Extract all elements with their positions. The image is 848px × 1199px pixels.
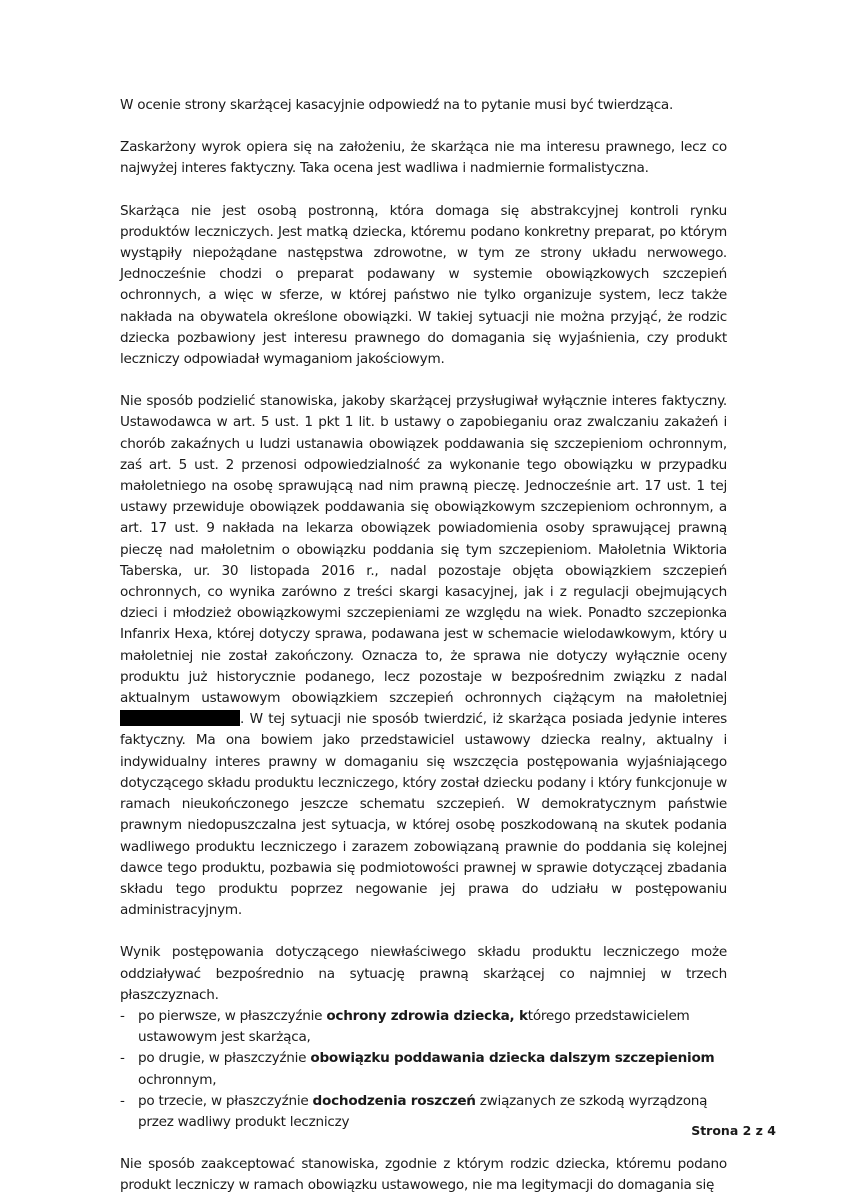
paragraph-6: Nie sposób zaakceptować stanowiska, zgodnie z którym rodzic dziecka, któremu podano produkt leczniczy w ramach obowiązku ustawowego, nie ma legitymacji do domagania się bbox=[120, 1156, 727, 1194]
paragraph-4-part-a: Nie sposób podzielić stanowiska, jakoby skarżącej przysługiwał wyłącznie interes faktyczny. Ustawodawca w art. 5 ust. 1 pkt 1 lit. b ustawy o zapobieganiu oraz zwalczaniu zakażeń i chorób zakaźnych u ludzi ustanawia obowiązek poddawania się szczepieniom ochronnym, zaś art. 5 ust. 2 przenosi odpowiedzialność za wykonanie tego obowiązku w przypadku małoletniego na osobę sprawującą nad nim prawną pieczę. Jednocześnie art. 17 ust. 1 tej ustawy przewiduje obowiązek poddawania się obowiązkowym szczepieniom ochronnym, a art. 17 ust. 9 nakłada na lekarza obowiązek powiadomienia osoby sprawującej prawną pieczę nad małoletnim o obowiązku poddania się tym szczepieniom. Małoletnia Wiktoria Taberska, ur. 30 listopada 2016 r., nadal pozostaje objęta obowiązkiem szczepień ochronnych, co wynika zarówno z treści skargi kasacyjnej, jak i z regulacji obejmujących dzieci i młodzież obowiązkowymi szczepieniami ze względu na wiek. Ponadto szczepionka Infanrix Hexa, której dotyczy sprawa, podawana jest w schemacie wielodawkowym, który u małoletniej nie został zakończony. Oznacza to, że sprawa nie dotyczy wyłącznie oceny produktu już historycznie podanego, lecz pozostaje w bezpośrednim związku z nadal aktualnym ustawowym obowiązkiem szczepień ochronnych ciążącym na małoletniej bbox=[120, 393, 727, 707]
redaction-bar bbox=[120, 710, 240, 726]
list-item: - po pierwsze, w płaszczyźnie ochrony zdrowia dziecka, którego przedstawicielem ustawowym jest skarżąca, bbox=[120, 1006, 727, 1048]
paragraph-2: Zaskarżony wyrok opiera się na założeniu, że skarżąca nie ma interesu prawnego, lecz co najwyżej interes faktyczny. Taka ocena jest wadliwa i nadmiernie formalistyczna. bbox=[120, 139, 727, 177]
paragraph-5: Wynik postępowania dotyczącego niewłaściwego składu produktu leczniczego może oddziaływać bezpośrednio na sytuację prawną skarżącej co najmniej w trzech płaszczyznach. bbox=[120, 944, 727, 1003]
document-body bbox=[120, 95, 727, 1197]
paragraph-3: Skarżąca nie jest osobą postronną, która domaga się abstrakcyjnej kontroli rynku produktów leczniczych. Jest matką dziecka, któremu podano konkretny preparat, po którym wystąpiły niepożądane następstwa zdrowotne, w tym ze strony układu nerwowego. Jednocześnie chodzi o preparat podawany w systemie obowiązkowych szczepień ochronnych, a więc w sferze, w której państwo nie tylko organizuje system, lecz także nakłada na obywatela określone obowiązki. W takiej sytuacji nie można przyjąć, że rodzic dziecka pozbawiony jest interesu prawnego do domagania się wyjaśnienia, czy produkt leczniczy odpowiadał wymaganiom jakościowym. bbox=[120, 202, 727, 368]
list-item: - po trzecie, w płaszczyźnie dochodzenia roszczeń związanych ze szkodą wyrządzoną przez wadliwy produkt leczniczy bbox=[120, 1091, 727, 1133]
page-number: Strona 2 z 4 bbox=[691, 1123, 776, 1138]
paragraph-1: W ocenie strony skarżącej kasacyjnie odpowiedź na to pytanie musi być twierdząca. bbox=[120, 97, 674, 113]
paragraph-4-part-b: . W tej sytuacji nie sposób twierdzić, iż skarżąca posiada jedynie interes faktyczny. Ma ona bowiem jako przedstawiciel ustawowy dziecka realny, aktualny i indywidualny interes prawny w domaganiu się wszczęcia postępowania wyjaśniającego dotyczącego składu produktu leczniczego, który został dziecku podany i który funkcjonuje w ramach nieukończonego jeszcze schematu szczepień. W demokratycznym państwie prawnym niedopuszczalna jest sytuacja, w której osobę poszkodowaną na skutek podania wadliwego produktu leczniczego i zarazem zobowiązaną prawnie do poddania się kolejnej dawce tego produktu, pozbawia się podmiotowości prawnej w sprawie dotyczącej zbadania składu tego produktu poprzez negowanie jej prawa do udziału w postępowaniu administracyjnym. bbox=[120, 711, 727, 919]
plane-list bbox=[120, 1006, 727, 1133]
paragraph-4 bbox=[120, 391, 727, 921]
list-item: - po drugie, w płaszczyźnie obowiązku poddawania dziecka dalszym szczepieniom ochronnym, bbox=[120, 1048, 727, 1090]
